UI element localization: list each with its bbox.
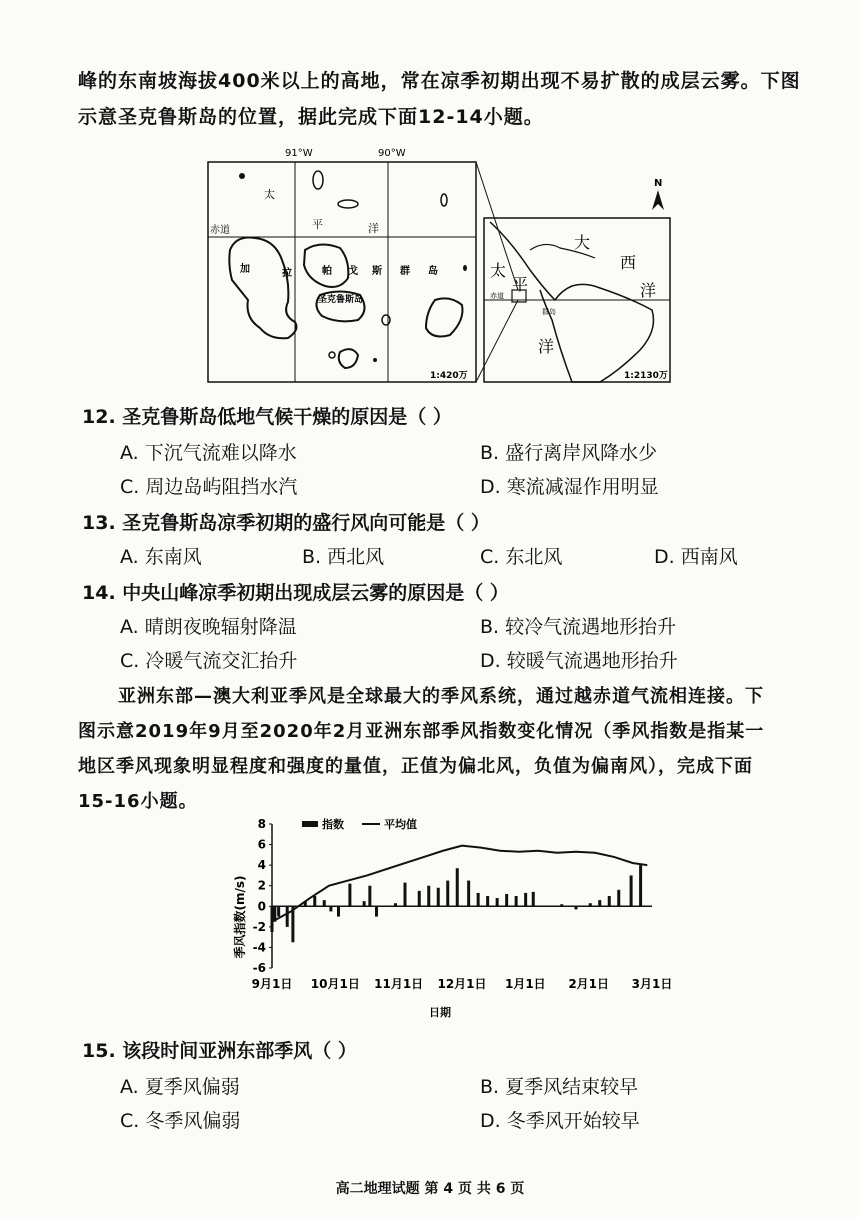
y-tick-label: 2 <box>257 878 266 893</box>
page-footer: 高二地理试题 第 4 页 共 6 页 <box>335 1181 525 1197</box>
index-bar <box>363 901 366 906</box>
y-tick-label: -2 <box>252 919 266 934</box>
q12-option-a: A. 下沉气流难以降水 <box>120 442 297 464</box>
q12-option-b: B. 盛行离岸风降水少 <box>480 442 658 464</box>
average-line <box>272 846 647 922</box>
q15-option-a: A. 夏季风偏弱 <box>120 1076 240 1098</box>
q13-option-a: A. 东南风 <box>120 546 202 568</box>
index-bar <box>496 898 499 906</box>
index-bar <box>277 906 280 916</box>
monsoon-index-chart <box>222 812 692 1022</box>
index-bar <box>313 896 316 906</box>
x-tick-label: 11月1日 <box>374 977 424 991</box>
index-bar <box>337 906 340 916</box>
right-equator-label: 赤道 <box>490 292 504 300</box>
index-bar <box>323 900 326 906</box>
legend-bar-label: 指数 <box>322 818 344 831</box>
right-scale: 1:2130万 <box>624 371 668 381</box>
atlantic-char-2: 西 <box>620 253 637 272</box>
q14-option-b: B. 较冷气流遇地形抬升 <box>480 616 677 638</box>
q15-stem: 15. 该段时间亚洲东部季风（ ） <box>82 1040 357 1062</box>
index-bar <box>617 890 620 906</box>
index-bar <box>608 896 611 906</box>
san-cristobal-island <box>426 298 463 336</box>
index-bar <box>505 894 508 906</box>
y-tick-label: 6 <box>257 837 266 852</box>
pacific-char-3: 洋 <box>368 222 379 235</box>
index-bar <box>437 888 440 907</box>
arch-char-5: 斯 <box>372 266 382 277</box>
x-tick-label: 3月1日 <box>631 977 673 991</box>
equator-label: 赤道 <box>210 225 230 236</box>
pacific-r-char-3: 洋 <box>538 337 555 356</box>
north-arrow-icon <box>652 190 664 210</box>
north-label: N <box>654 178 663 189</box>
q15-option-b: B. 夏季风结束较早 <box>480 1076 639 1098</box>
q13-option-c: C. 东北风 <box>480 546 563 568</box>
pacific-r-char-2: 平 <box>512 275 529 294</box>
q14-option-c: C. 冷暖气流交汇抬升 <box>120 650 298 672</box>
index-bar <box>348 884 351 907</box>
index-bar <box>524 893 527 906</box>
x-tick-label: 1月1日 <box>504 977 546 991</box>
index-bar <box>418 891 421 906</box>
intro2-line-1: 亚洲东部—澳大利亚季风是全球最大的季风系统，通过越赤道气流相连接。下 <box>118 686 764 707</box>
atlantic-char-3: 洋 <box>640 281 657 300</box>
arch-char-4: 戈 <box>348 266 358 277</box>
intro2-line-3: 地区季风现象明显程度和强度的量值，正值为偏北风，负值为偏南风），完成下面 <box>78 756 753 777</box>
location-map <box>200 140 680 390</box>
y-axis-label: 季风指数(m/s) <box>233 875 247 959</box>
intro2-line-2: 图示意2019年9月至2020年2月亚洲东部季风指数变化情况（季风指数是指某一 <box>78 721 765 742</box>
floreana-island <box>339 349 358 368</box>
y-tick-label: 8 <box>257 817 266 831</box>
y-tick-label: -6 <box>252 961 266 975</box>
pacific-char-1: 太 <box>264 188 275 201</box>
q12-stem: 12. 圣克鲁斯岛低地气候干燥的原因是（ ） <box>82 406 452 428</box>
index-bar <box>598 900 601 906</box>
intro-line-2: 示意圣克鲁斯岛的位置，据此完成下面12-14小题。 <box>78 106 544 128</box>
arch-char-1: 加 <box>240 264 250 275</box>
index-bar <box>375 906 378 916</box>
q12-option-d: D. 寒流减湿作用明显 <box>480 476 659 498</box>
q15-option-c: C. 冬季风偏弱 <box>120 1110 241 1132</box>
q13-option-d: D. 西南风 <box>654 546 738 568</box>
index-bar <box>286 906 289 927</box>
index-bar <box>532 892 535 906</box>
legend-line-label: 平均值 <box>384 818 417 831</box>
lon-90-label: 90°W <box>378 148 406 159</box>
arch-char-3: 帕 <box>322 266 332 277</box>
index-bar <box>404 883 407 907</box>
legend-bar-swatch <box>302 821 318 827</box>
x-tick-label: 9月1日 <box>251 977 293 991</box>
right-small-label: 群岛 <box>542 308 556 316</box>
atlantic-char-1: 大 <box>574 233 591 252</box>
y-tick-label: 4 <box>257 858 266 873</box>
q14-stem: 14. 中央山峰凉季初期出现成层云雾的原因是（ ） <box>82 582 509 604</box>
q12-option-c: C. 周边岛屿阻挡水汽 <box>120 476 298 498</box>
index-bar <box>329 906 332 911</box>
pacific-r-char-1: 太 <box>490 261 507 280</box>
index-bar <box>477 893 480 906</box>
santa-cruz-label: 圣克鲁斯岛 <box>318 295 364 305</box>
index-bar <box>456 868 459 906</box>
index-bar <box>446 881 449 907</box>
arch-char-6: 群 <box>400 266 410 277</box>
q14-option-a: A. 晴朗夜晚辐射降温 <box>120 616 297 638</box>
lon-91-label: 91°W <box>285 148 313 159</box>
pacific-char-2: 平 <box>312 218 323 231</box>
q14-option-d: D. 较暖气流遇地形抬升 <box>480 650 678 672</box>
index-bar <box>630 875 633 906</box>
x-tick-label: 2月1日 <box>568 977 610 991</box>
index-bar <box>427 886 430 907</box>
q13-option-b: B. 西北风 <box>302 546 385 568</box>
x-axis-label: 日期 <box>429 1006 451 1019</box>
y-tick-label: -4 <box>252 940 266 955</box>
index-bar <box>486 896 489 906</box>
y-tick-label: 0 <box>257 899 266 914</box>
intro2-line-4: 15-16小题。 <box>78 791 198 812</box>
index-bar <box>368 886 371 907</box>
arch-char-7: 岛 <box>428 266 438 277</box>
q15-option-d: D. 冬季风开始较早 <box>480 1110 640 1132</box>
x-tick-label: 10月1日 <box>310 977 360 991</box>
q13-stem: 13. 圣克鲁斯岛凉季初期的盛行风向可能是（ ） <box>82 512 490 534</box>
index-bar <box>639 865 642 906</box>
index-bar <box>515 896 518 906</box>
isabela-island <box>229 238 296 339</box>
intro-line-1: 峰的东南坡海拔400米以上的高地，常在凉季初期出现不易扩散的成层云雾。下图 <box>78 70 801 92</box>
left-scale: 1:420万 <box>430 371 468 381</box>
arch-char-2: 拉 <box>282 268 292 279</box>
x-tick-label: 12月1日 <box>437 977 487 991</box>
index-bar <box>467 881 470 907</box>
